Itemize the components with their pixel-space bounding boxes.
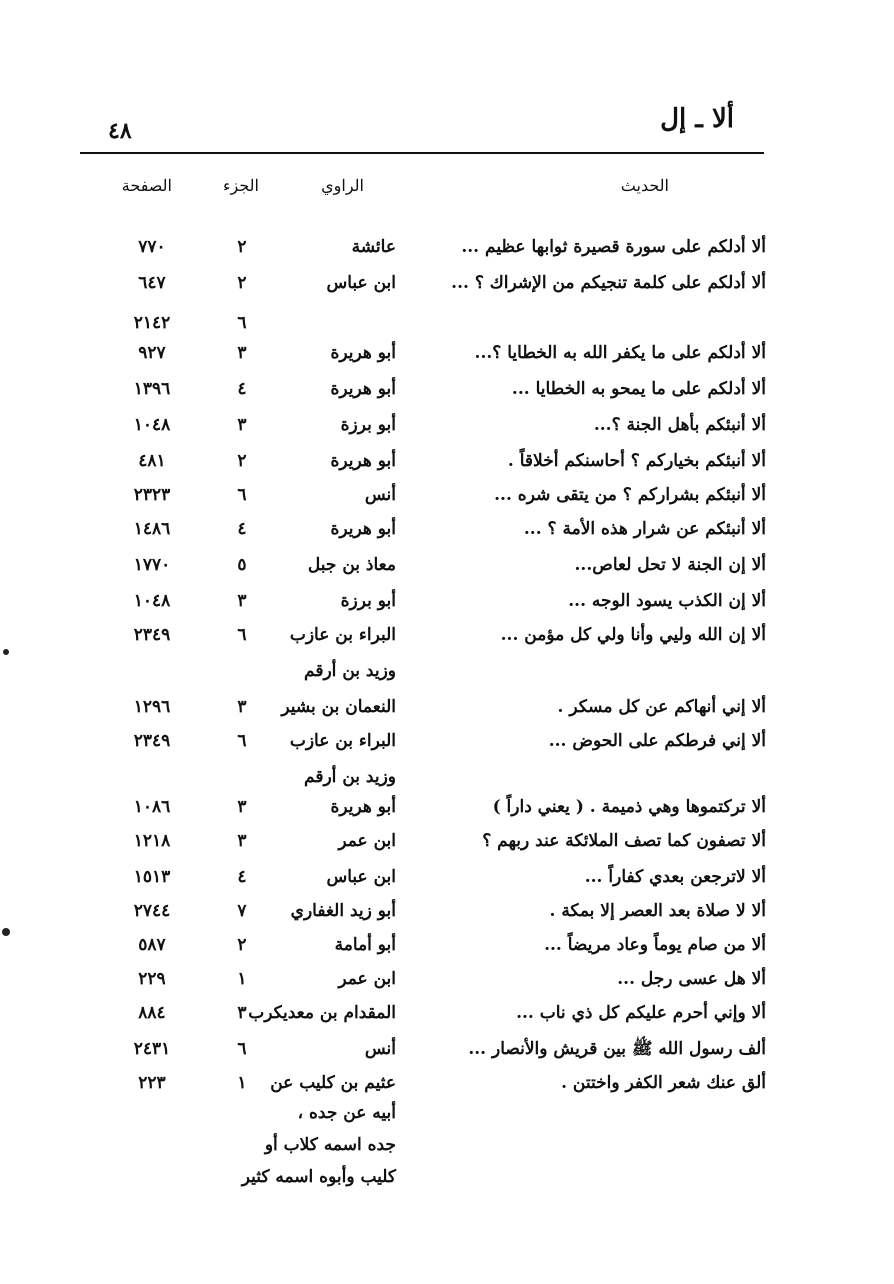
narrator-name: المقدام بن معديكرب (248, 1003, 396, 1023)
hadith-text: ألا تركتموها وهي ذميمة . ( يعني داراً ) (492, 797, 766, 817)
volume-number: ٦ (237, 485, 247, 505)
hadith-text: ألا أنبئكم عن شرار هذه الأمة ؟ ... (523, 519, 766, 539)
hadith-text: ألا أنبئكم بأهل الجنة ؟... (593, 415, 766, 435)
hadith-text: ألا لاترجعن بعدي كفاراً ... (584, 867, 766, 887)
page-reference: ١٢٩٦ (133, 697, 171, 717)
narrator-name: ابن عباس (326, 273, 396, 293)
volume-number: ٢ (237, 237, 247, 257)
volume-number: ١ (237, 1073, 247, 1093)
narrator-name: النعمان بن بشير (281, 697, 396, 717)
narrator-name: عائشة (351, 237, 396, 257)
hadith-text: ألا أنبئكم بشراركم ؟ من يتقى شره ... (494, 485, 766, 505)
hadith-text: ألا من صام يوماً وعاد مريضاً ... (544, 935, 766, 955)
narrator-name: أبو هريرة (330, 343, 396, 363)
hadith-text: ألا إني أنهاكم عن كل مسكر . (557, 697, 766, 717)
narrator-name: وزيد بن أرقم (304, 767, 396, 787)
narrator-name: أبو هريرة (330, 797, 396, 817)
volume-number: ٦ (237, 731, 247, 751)
page-reference: ٢٣٢٣ (133, 485, 171, 505)
volume-number: ٣ (237, 797, 247, 817)
hadith-text: ألا أدلكم على ما يمحو به الخطايا ... (511, 379, 766, 399)
hadith-text: ألا لا صلاة بعد العصر إلا بمكة . (549, 901, 766, 921)
volume-number: ٤ (237, 519, 247, 539)
narrator-name: ابن عباس (326, 867, 396, 887)
volume-number: ٦ (237, 625, 247, 645)
narrator-name: عثيم بن كليب عن (270, 1073, 396, 1093)
narrator-name: معاذ بن جبل (307, 555, 396, 575)
hadith-text: ألا تصفون كما تصف الملائكة عند ربهم ؟ (482, 831, 766, 851)
hadith-text: ألق عنك شعر الكفر واختتن . (561, 1073, 766, 1093)
hadith-text: ألا هل عسى رجل ... (617, 969, 766, 989)
hadith-text: ألا إن الجنة لا تحل لعاص... (574, 555, 766, 575)
page-reference: ٩٢٧ (138, 343, 166, 363)
scan-speck (3, 649, 9, 655)
page-reference: ٢٤٣١ (133, 1039, 171, 1059)
narrator-name: أبو هريرة (330, 379, 396, 399)
volume-number: ٢ (237, 273, 247, 293)
volume-number: ٥ (237, 555, 247, 575)
volume-number: ٦ (237, 1039, 247, 1059)
hadith-text: ألا إن الكذب يسود الوجه ... (568, 591, 766, 611)
page-reference: ١٣٩٦ (133, 379, 171, 399)
page-reference: ٢٢٩ (138, 969, 166, 989)
hadith-text: ألا وإني أحرم عليكم كل ذي ناب ... (516, 1003, 766, 1023)
volume-number: ٤ (237, 867, 247, 887)
scan-speck (2, 928, 10, 936)
hadith-text: ألا إني فرطكم على الحوض ... (548, 731, 766, 751)
hadith-text: ألا أدلكم على كلمة تنجيكم من الإشراك ؟ ... (451, 273, 766, 293)
volume-number: ٣ (237, 591, 247, 611)
hadith-text: ألا أدلكم على ما يكفر الله به الخطايا ؟... (474, 343, 766, 363)
narrator-name: أبو هريرة (330, 451, 396, 471)
narrator-name: أبيه عن جده ، (297, 1103, 396, 1123)
page-reference: ٤٨١ (138, 451, 166, 471)
volume-number: ٣ (237, 343, 247, 363)
page-reference: ٢٢٣ (138, 1073, 166, 1093)
narrator-name: البراء بن عازب (289, 625, 396, 645)
page-number: ٤٨ (108, 118, 132, 144)
volume-number: ٦ (237, 313, 247, 333)
page-reference: ١٠٤٨ (133, 415, 171, 435)
narrator-name: أبو زيد الغفاري (290, 901, 396, 921)
page-reference: ٨٨٤ (138, 1003, 166, 1023)
narrator-name: أنس (364, 485, 396, 505)
hadith-text: ألا أنبئكم بخياركم ؟ أحاسنكم أخلاقاً . (507, 451, 766, 471)
hadith-text: ألا إن الله وليي وأنا ولي كل مؤمن ... (500, 625, 766, 645)
page-reference: ١٠٤٨ (133, 591, 171, 611)
volume-number: ٣ (237, 1003, 247, 1023)
narrator-name: ابن عمر (338, 831, 396, 851)
narrator-name: أنس (364, 1039, 396, 1059)
narrator-name: أبو هريرة (330, 519, 396, 539)
volume-number: ٤ (237, 379, 247, 399)
running-head: ألا ـ إل (660, 104, 734, 134)
page-reference: ١٥١٣ (133, 867, 171, 887)
volume-number: ٣ (237, 415, 247, 435)
narrator-name: البراء بن عازب (289, 731, 396, 751)
volume-number: ١ (237, 969, 247, 989)
narrator-name: أبو أمامة (334, 935, 396, 955)
volume-number: ٢ (237, 451, 247, 471)
narrator-name: وزيد بن أرقم (304, 661, 396, 681)
column-header-narrator: الراوي (321, 176, 364, 195)
page-reference: ٢٣٤٩ (133, 731, 171, 751)
page-reference: ٢٣٤٩ (133, 625, 171, 645)
page-reference: ٢١٤٢ (133, 313, 171, 333)
page-reference: ٦٤٧ (138, 273, 166, 293)
page-reference: ٥٨٧ (138, 935, 166, 955)
page-reference: ١٠٨٦ (133, 797, 171, 817)
narrator-name: ابن عمر (338, 969, 396, 989)
column-header-volume: الجزء (223, 176, 259, 195)
column-header-hadith: الحديث (620, 176, 669, 195)
narrator-name: كليب وأبوه اسمه كثير (241, 1167, 396, 1187)
narrator-name: أبو برزة (340, 415, 396, 435)
narrator-name: أبو برزة (340, 591, 396, 611)
hadith-text: ألا أدلكم على سورة قصيرة ثوابها عظيم ... (461, 237, 766, 257)
page-reference: ٢٧٤٤ (133, 901, 171, 921)
volume-number: ٢ (237, 935, 247, 955)
page-reference: ١٢١٨ (133, 831, 171, 851)
volume-number: ٣ (237, 831, 247, 851)
page-reference: ٧٧٠ (138, 237, 166, 257)
page-reference: ١٤٨٦ (133, 519, 171, 539)
volume-number: ٧ (237, 901, 247, 921)
hadith-text: ألف رسول الله ﷺ بين قريش والأنصار ... (468, 1039, 766, 1059)
volume-number: ٣ (237, 697, 247, 717)
page-reference: ١٧٧٠ (133, 555, 171, 575)
narrator-name: جده اسمه كلاب أو (264, 1135, 396, 1155)
column-header-page: الصفحة (121, 176, 172, 195)
